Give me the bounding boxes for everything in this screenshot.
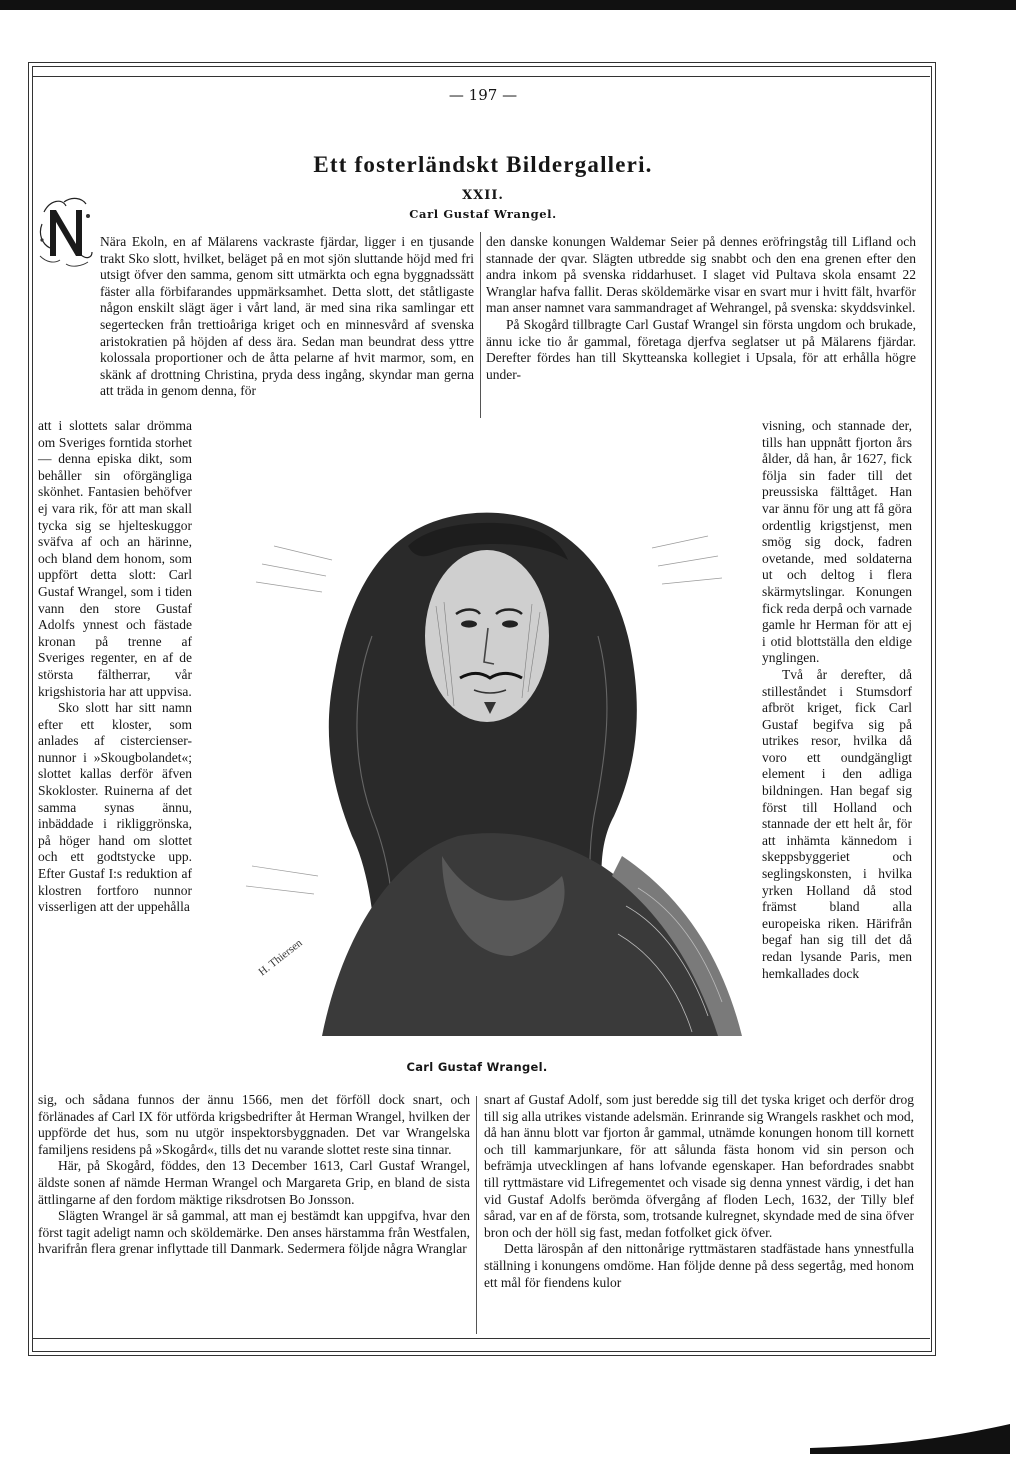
page-title: Ett fosterländskt Bildergalleri.: [313, 152, 653, 177]
right-column-top: [486, 234, 916, 383]
paragraph: Två år derefter, då stilleståndet i Stumsdorf afbröt kriget, fick Carl Gustaf begifva sig på utrikes resor, hvilka då voro ett oundgängligt element i den adliga bildningen. Han begaf sig först till Holland och stannade der ett helt år, för att inhämta kännedom i skeppsbyggeriet och seglingskonsten, i hvilka yrken Holland då stod främst bland alla europeiska riken. Härifrån begaf han sig till det då redan lysande Paris, men hemkallades dock: [762, 666, 912, 981]
left-column-top: [100, 234, 474, 400]
portrait-engraving: [222, 436, 762, 1056]
series-number: XXII.: [462, 188, 504, 203]
header-rule: [32, 76, 930, 77]
paragraph: Här, på Skogård, föddes, den 13 December 1613, Carl Gustaf Wrangel, äldste sonen af nämde Herman Wrangel och Margareta Grip, en bland de sista ättlingarne af den fordom mäktige riksdrotsen Bo Jonsson.: [38, 1158, 470, 1207]
engraver-signature: H. Thiersen: [256, 937, 305, 979]
page-number: — 197 —: [448, 86, 518, 104]
drop-cap-ornament: [36, 194, 94, 268]
right-column-bottom: [484, 1092, 914, 1291]
scan-edge-shadow: [810, 1418, 1010, 1454]
column-divider: [480, 232, 481, 418]
right-narrow-column: [762, 418, 912, 982]
paragraph: Detta lärospån af den nittonårige ryttmästaren stadfästade hans ynnestfulla ställning i konungens omdöme. Han följde denne på dess segertåg, med honom ett mål för fiendens kulor: [484, 1241, 914, 1290]
footer-rule: [32, 1338, 930, 1339]
scan-top-edge: [0, 0, 1016, 10]
portrait-caption: Carl Gustaf Wrangel.: [406, 1060, 548, 1074]
paragraph: Slägten Wrangel är så gammal, att man ej bestämdt kan uppgifva, hvar den först tagit adeligt namn och sköldemärke. Den anses härstamma från Westfalen, hvarifrån flera grenar inflyttade till Danmark. Sedermera följde några Wranglar: [38, 1208, 470, 1257]
paragraph: Nära Ekoln, en af Mälarens vackraste fjärdar, ligger i en tjusande trakt Sko slott, hvilket, beläget på en mot sjön sluttande höjd med fri utsigt öfver den samma, genom sitt utmärkta och egna byggnadssätt fäster alla förbifarandes uppmärksamhet. Detta slott, det ståtligaste någon enskilt slägt äger i vårt land, är med sina rika samlingar ett segertecken från trettioåriga kriget och en minnesvård af svenska aristokratien på höjden af dess ära. Sedan man beundrat dess yttre kolossala proportioner och de åtta pelarne af hvit marmor, som, en skänk af drottning Christina, pryda dess ingång, skyndar man gerna att träda in genom denna, för: [100, 234, 474, 399]
paragraph: den danske konungen Waldemar Seier på dennes eröfringståg till Lifland och stannade der qvar. Slägten utbredde sig snabbt och den ena grenen efter den andra inkom på svenska riddarhuset. I slaget vid Pultava skola ensamt 22 Wranglar hafva fallit. Deras sköldemärke visar en svart mur i hvitt fält, hvarför man anser namnet vara sammandraget af Wehrangel, på svenska: skyddsvinkel.: [486, 234, 916, 316]
article-subject: Carl Gustaf Wrangel.: [409, 207, 557, 221]
paragraph: snart af Gustaf Adolf, som just beredde sig till det tyska kriget och derför drog till sig alla utrikes vistande adelsmän. Erinrande sig Wrangels raskhet och mod, då han ännu blott var fjorton år gammal, utnämde konungen honom till kornett och till kammarjunkare, för att sålunda fästa honom vid sin person och befrämja utvecklingen af hans lofvande egenskaper. Han befordrades snabbt till ryttmästare vid Lifregementet och visade sig denna ynnest värdig, i det han vid Gustaf Adolfs berömda öfvergång af floden Lech, 1632, der Tilly blef sårad, var en af de första, som, trotsande kulregnet, skyndade med de sina öfver bron och der höll sig fast, medan fotfolket gick öfver.: [484, 1092, 914, 1240]
column-divider: [476, 1096, 477, 1334]
paragraph: att i slottets salar drömma om Sveriges forntida storhet — denna episka dikt, som behåller sin oförgängliga skönhet. Fantasien behöfver ej vara rik, för att man skall tycka sig se hjelteskuggor sväfva af och an härinne, och bland dem honom, som uppfört detta slott: Carl Gustaf Wrangel, som i tiden vann den store Gustaf Adolfs ynnest och fästade kronan på trenne af Sveriges regenter, en af de största fältherrar, vår krigshistoria har att uppvisa.: [38, 418, 192, 699]
paragraph: På Skogård tillbragte Carl Gustaf Wrangel sin första ungdom och brukade, ännu icke tio år gammal, företaga djerfva seglatser ut på Mälarens fjärdar. Derefter fördes han till Skytteanska kollegiet i Upsala, för att erhålla högre under-: [486, 316, 916, 382]
left-narrow-column: [38, 418, 192, 916]
paragraph: Sko slott har sitt namn efter ett kloster, som anlades af cistercienser-nunnor i »Skougbolandet«; slottet kallas derför äfven Skokloster. Ruinerna af det samma synas ännu, inbäddade i rikliggrönska, på höger hand om slottet och ett godtstycke upp. Efter Gustaf I:s reduktion af klostren fortforo nunnor visserligen att der uppehålla: [38, 700, 192, 915]
left-column-bottom: [38, 1092, 470, 1258]
paragraph: visning, och stannade der, tills han uppnått fjorton års ålder, då han, år 1627, fick följa sin fader till det preussiska fälttåget. Han var ännu för ung att få göra ordentlig krigstjenst, men smög sig dock, fadren ovetande, med soldaterna ut och deltog i flera skärmytslingar. Konungen fick reda derpå och varnade gamle hr Herman för att ej i otid blottställa den eldige ynglingen.: [762, 418, 912, 666]
paragraph: sig, och sådana funnos der ännu 1566, men det förföll dock snart, och förlänades af Carl IX för utförda krigsbedrifter åt Herman Wrangel, hvilken der uppförde det hus, som nu utgör inspektorsbyggnaden. Det var Wrangelska familjens residens på »Skogård«, tills det nu varande slottet reste sina tinnar.: [38, 1092, 470, 1157]
